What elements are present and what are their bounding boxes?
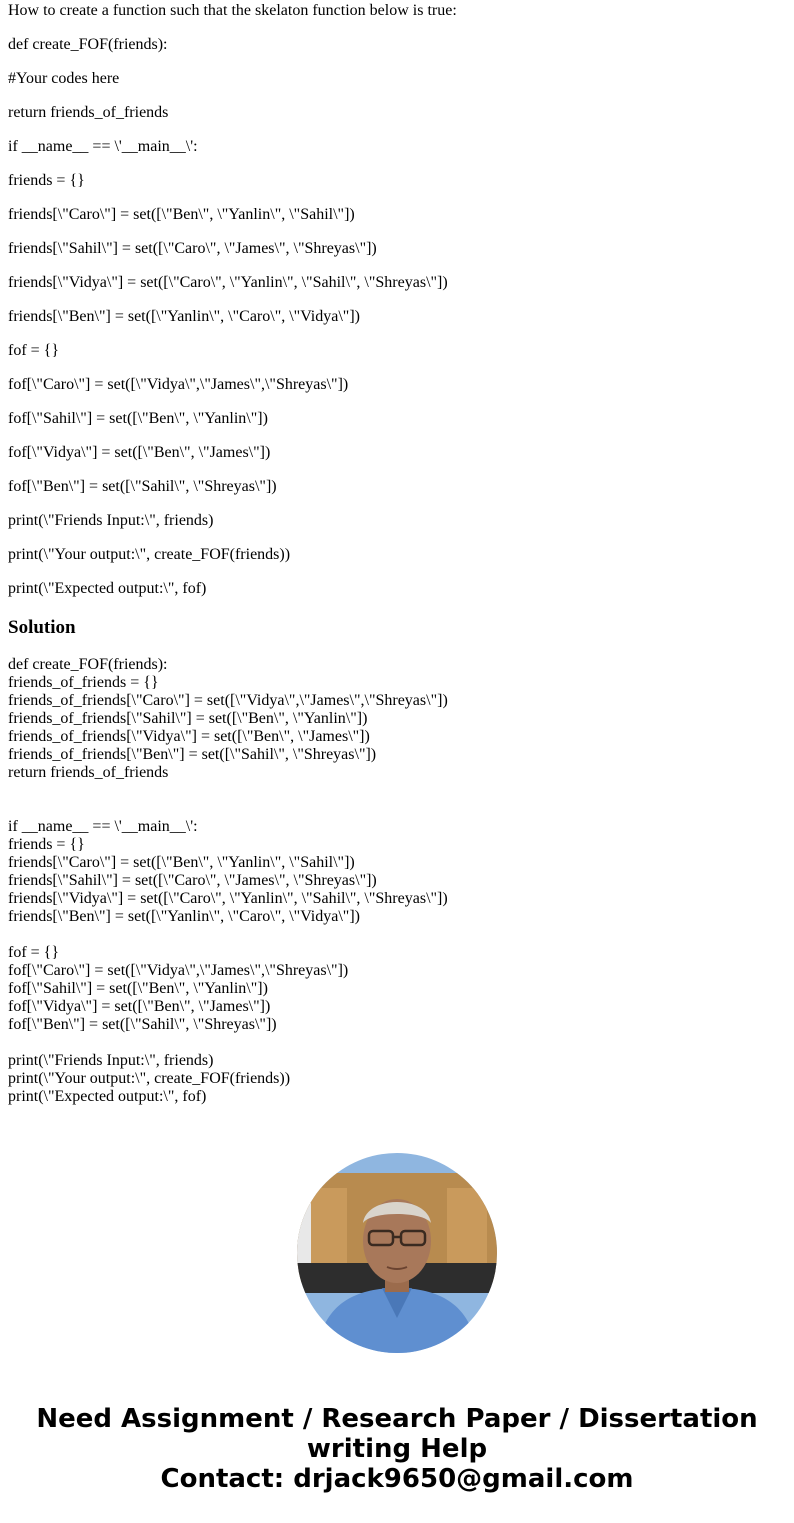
- question-line: friends[\"Ben\"] = set([\"Yanlin\", \"Caro\", \"Vidya\"]): [8, 308, 360, 325]
- question-line: How to create a function such that the skelaton function below is true:: [8, 2, 457, 19]
- code-line: fof = {}: [8, 944, 60, 961]
- code-line: print(\"Your output:\", create_FOF(friends)): [8, 1070, 291, 1087]
- question-line: def create_FOF(friends):: [8, 36, 168, 53]
- code-line: fof[\"Vidya\"] = set([\"Ben\", \"James\"]): [8, 998, 271, 1015]
- question-line: if __name__ == \'__main__\':: [8, 138, 198, 155]
- question-line: return friends_of_friends: [8, 104, 169, 121]
- code-line: [8, 926, 788, 944]
- question-line: #Your codes here: [8, 70, 120, 87]
- code-line: print(\"Friends Input:\", friends): [8, 1052, 214, 1069]
- code-line: friends[\"Sahil\"] = set([\"Caro\", \"James\", \"Shreyas\"]): [8, 872, 377, 889]
- question-line: fof[\"Vidya\"] = set([\"Ben\", \"James\"]): [8, 444, 271, 461]
- question-text: [8, 0, 788, 612]
- contact-email: Contact: drjack9650@gmail.com: [160, 1464, 634, 1494]
- question-line: fof[\"Ben\"] = set([\"Sahil\", \"Shreyas\"]): [8, 478, 277, 495]
- code-line: def create_FOF(friends):: [8, 656, 168, 673]
- promo-line-2: writing Help: [306, 1434, 488, 1464]
- code-line: friends[\"Ben\"] = set([\"Yanlin\", \"Caro\", \"Vidya\"]): [8, 908, 360, 925]
- code-line: if __name__ == \'__main__\':: [8, 818, 198, 835]
- code-line: friends_of_friends = {}: [8, 674, 159, 691]
- code-line: friends_of_friends[\"Caro\"] = set([\"Vidya\",\"James\",\"Shreyas\"]): [8, 692, 448, 709]
- code-line: fof[\"Caro\"] = set([\"Vidya\",\"James\",\"Shreyas\"]): [8, 962, 349, 979]
- code-line: fof[\"Sahil\"] = set([\"Ben\", \"Yanlin\"]): [8, 980, 268, 997]
- question-line: print(\"Friends Input:\", friends): [8, 512, 214, 529]
- question-line: friends[\"Sahil\"] = set([\"Caro\", \"James\", \"Shreyas\"]): [8, 240, 377, 257]
- code-line: return friends_of_friends: [8, 764, 169, 781]
- person-photo-icon: [297, 1153, 497, 1353]
- question-line: friends = {}: [8, 172, 85, 189]
- promo-line-1: Need Assignment / Research Paper / Dissertation: [36, 1404, 758, 1434]
- code-line: [8, 1034, 788, 1052]
- code-line: [8, 800, 788, 818]
- code-line: friends = {}: [8, 836, 85, 853]
- question-line: friends[\"Caro\"] = set([\"Ben\", \"Yanlin\", \"Sahil\"]): [8, 206, 355, 223]
- question-line: print(\"Expected output:\", fof): [8, 580, 207, 597]
- promo-banner: [0, 1404, 794, 1494]
- code-line: [8, 782, 788, 800]
- solution-code: [8, 656, 788, 1106]
- question-line: friends[\"Vidya\"] = set([\"Caro\", \"Yanlin\", \"Sahil\", \"Shreyas\"]): [8, 274, 448, 291]
- code-line: friends_of_friends[\"Ben\"] = set([\"Sahil\", \"Shreyas\"]): [8, 746, 377, 763]
- code-line: print(\"Expected output:\", fof): [8, 1088, 207, 1105]
- code-line: fof[\"Ben\"] = set([\"Sahil\", \"Shreyas\"]): [8, 1016, 277, 1033]
- code-line: friends_of_friends[\"Sahil\"] = set([\"Ben\", \"Yanlin\"]): [8, 710, 368, 727]
- code-line: friends[\"Vidya\"] = set([\"Caro\", \"Yanlin\", \"Sahil\", \"Shreyas\"]): [8, 890, 448, 907]
- question-line: fof[\"Sahil\"] = set([\"Ben\", \"Yanlin\"]): [8, 410, 268, 427]
- code-line: friends_of_friends[\"Vidya\"] = set([\"Ben\", \"James\"]): [8, 728, 370, 745]
- question-line: fof[\"Caro\"] = set([\"Vidya\",\"James\",\"Shreyas\"]): [8, 376, 349, 393]
- code-line: friends[\"Caro\"] = set([\"Ben\", \"Yanlin\", \"Sahil\"]): [8, 854, 355, 871]
- solution-heading: Solution: [8, 617, 76, 638]
- author-avatar: [297, 1153, 497, 1353]
- question-line: fof = {}: [8, 342, 60, 359]
- question-line: print(\"Your output:\", create_FOF(friends)): [8, 546, 291, 563]
